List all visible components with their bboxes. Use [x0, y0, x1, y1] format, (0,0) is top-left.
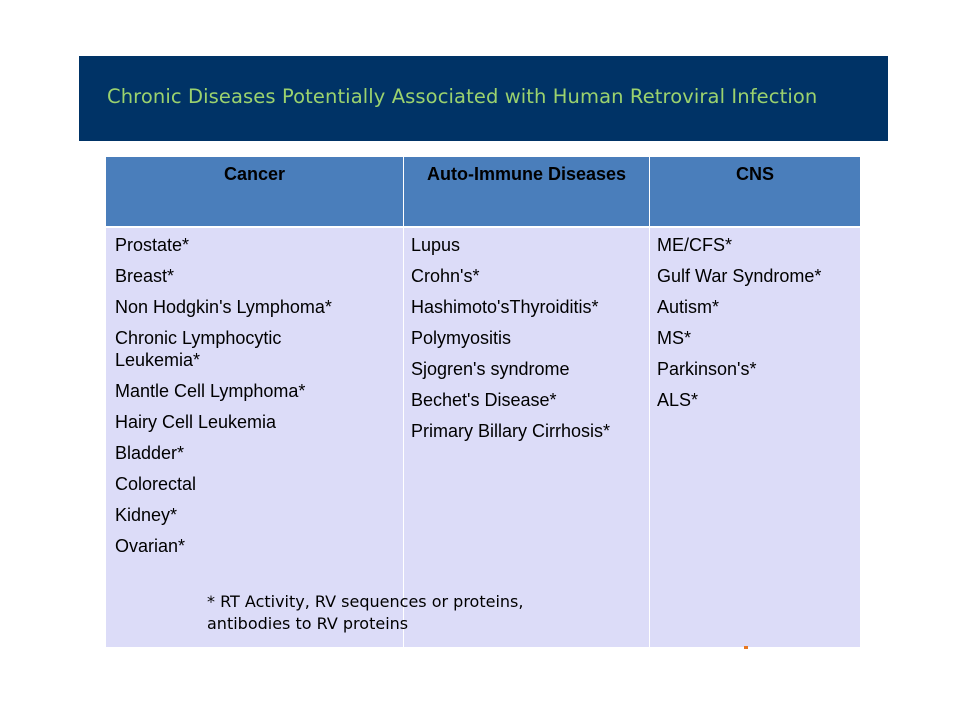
header-auto-immune: Auto-Immune Diseases	[426, 164, 627, 184]
list-item: ALS*	[657, 390, 699, 410]
list-item: Breast*	[115, 266, 175, 286]
list-item: ME/CFS*	[657, 235, 733, 255]
auto-immune-list	[411, 234, 647, 451]
list-item: Mantle Cell Lymphoma*	[115, 381, 306, 401]
list-item: Non Hodgkin's Lymphoma*	[115, 297, 332, 317]
list-item: Primary Billary Cirrhosis*	[411, 421, 611, 441]
list-item: Crohn's*	[411, 266, 480, 286]
list-item: Parkinson's*	[657, 359, 757, 379]
list-item: Lupus	[411, 235, 461, 255]
list-item: Polymyositis	[411, 328, 512, 348]
cancer-list	[115, 234, 355, 566]
slide-title: Chronic Diseases Potentially Associated with Human Retroviral Infection	[107, 85, 818, 108]
footnote-line-1: * RT Activity, RV sequences or proteins,	[207, 592, 524, 611]
list-item: Kidney*	[115, 505, 178, 525]
footnote-line-2: antibodies to RV proteins	[207, 614, 409, 633]
list-item: Autism*	[657, 297, 720, 317]
list-item: Bladder*	[115, 443, 185, 463]
cns-list	[657, 234, 857, 420]
list-item: Prostate*	[115, 235, 190, 255]
list-item: Hairy Cell Leukemia	[115, 412, 277, 432]
title-bar	[79, 56, 888, 141]
list-item: Gulf War Syndrome*	[657, 266, 822, 286]
list-item: Sjogren's syndrome	[411, 359, 570, 379]
list-item: MS*	[657, 328, 692, 348]
header-cancer: Cancer	[223, 164, 286, 184]
footnote	[207, 591, 547, 635]
header-divider	[106, 226, 860, 228]
header-cns: CNS	[735, 164, 774, 184]
list-item: Colorectal	[115, 474, 197, 494]
decorative-mark	[744, 646, 748, 649]
column-divider-1	[403, 157, 404, 647]
column-divider-2	[649, 157, 650, 647]
list-item: Hashimoto'sThyroiditis*	[411, 297, 599, 317]
table-header-row	[106, 157, 860, 226]
list-item: Chronic Lymphocytic Leukemia*	[115, 328, 282, 370]
list-item: Ovarian*	[115, 536, 186, 556]
disease-table	[106, 157, 860, 647]
list-item: Bechet's Disease*	[411, 390, 557, 410]
